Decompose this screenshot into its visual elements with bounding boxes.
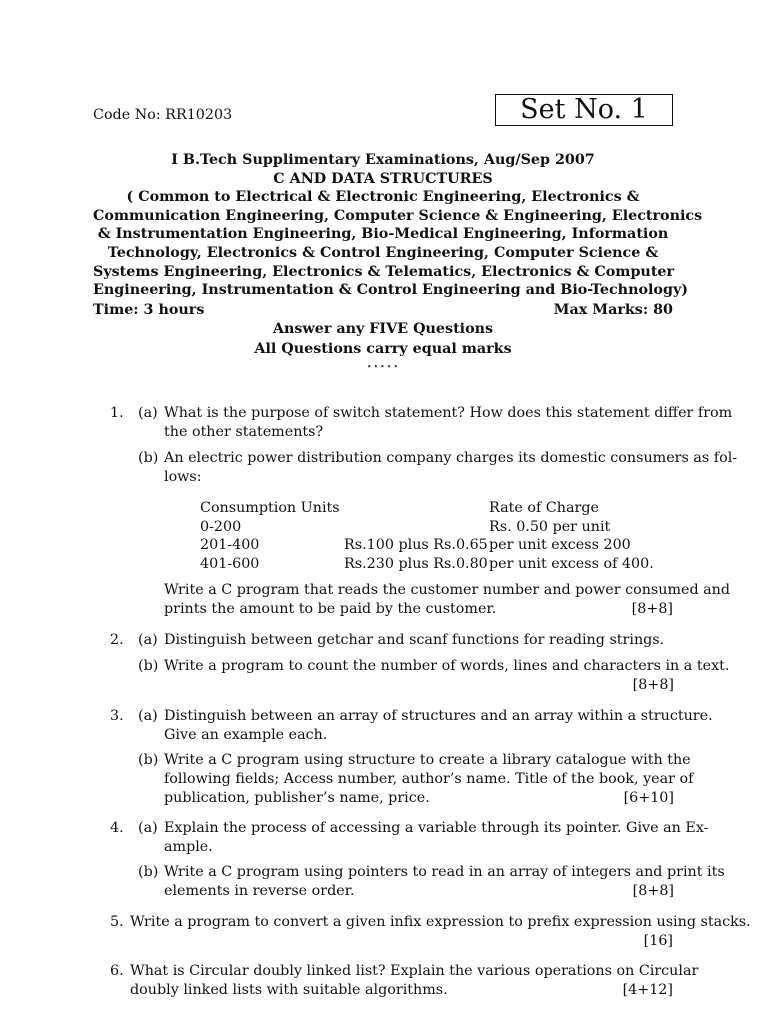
question-number: 5. xyxy=(110,914,124,930)
question-number: 2. xyxy=(110,632,124,648)
text-line-with-marks xyxy=(130,981,673,1000)
table-cell: Rs.230 plus Rs.0.80 xyxy=(344,556,488,572)
part-label: (b) xyxy=(138,864,159,880)
table-cell: Rs. 0.50 per unit xyxy=(489,519,611,535)
text-line-with-marks xyxy=(164,882,674,901)
text-line: elements in reverse order. xyxy=(164,883,355,899)
text-line: What is Circular doubly linked list? Explain the various operations on Circular xyxy=(130,963,699,979)
part-text xyxy=(164,819,709,857)
table-header: Rate of Charge xyxy=(489,500,599,516)
question-number: 4. xyxy=(110,820,124,836)
text-line: publication, publisher’s name, price. xyxy=(164,790,430,806)
question-text xyxy=(130,962,699,1000)
text-line: lows: xyxy=(164,469,202,485)
text-line: the other statements? xyxy=(164,424,324,440)
question-text xyxy=(130,913,751,951)
table-cell: 401-600 xyxy=(200,556,260,572)
branches-line: Systems Engineering, Electronics & Telematics, Electronics & Computer xyxy=(93,263,675,280)
question-number: 3. xyxy=(110,708,124,724)
part-label: (a) xyxy=(138,632,158,648)
branches-line: & Instrumentation Engineering, Bio-Medical Engineering, Information xyxy=(97,226,669,243)
table-cell: 201-400 xyxy=(200,537,260,553)
part-label: (a) xyxy=(138,405,158,421)
table-cell: 0-200 xyxy=(200,519,242,535)
part-text xyxy=(164,863,725,901)
text-line: ample. xyxy=(164,839,213,855)
part-text xyxy=(164,631,674,650)
instruction-line: Answer any FIVE Questions xyxy=(272,321,494,337)
table-header: Consumption Units xyxy=(200,500,340,516)
exam-title-line: I B.Tech Supplimentary Examinations, Aug/Sep 2007 xyxy=(171,152,595,168)
text-line: Distinguish between an array of structures and an array within a structure. xyxy=(164,708,713,724)
exam-title-block xyxy=(93,151,703,300)
part-label: (a) xyxy=(138,708,158,724)
branches-line: ( Common to Electrical & Electronic Engineering, Electronics & xyxy=(126,189,640,206)
max-marks: Max Marks: 80 xyxy=(553,302,673,318)
part-label: (b) xyxy=(138,752,159,768)
question-1b-continued xyxy=(164,581,731,619)
question-number: 1. xyxy=(110,405,124,421)
marks: [4+12] xyxy=(622,982,673,998)
text-line-with-marks xyxy=(164,600,673,619)
text-line: following fields; Access number, author’s name. Title of the book, year of xyxy=(164,771,694,787)
time-marks-row xyxy=(93,301,673,320)
marks: [8+8] xyxy=(632,677,674,693)
stars-divider: ⋆⋆⋆⋆⋆ xyxy=(366,362,400,372)
text-line: Write a C program that reads the customer number and power consumed and xyxy=(164,582,731,598)
text-line: An electric power distribution company charges its domestic consumers as fol- xyxy=(164,450,738,466)
marks: [16] xyxy=(643,933,673,949)
branches-line: Technology, Electronics & Control Engineering, Computer Science & xyxy=(107,244,659,261)
text-line: doubly linked lists with suitable algorithms. xyxy=(130,982,448,998)
branches-line: Communication Engineering, Computer Science & Engineering, Electronics xyxy=(93,207,703,224)
part-text xyxy=(164,404,733,442)
text-line-with-marks xyxy=(164,789,674,808)
part-label: (b) xyxy=(138,658,159,674)
text-line: prints the amount to be paid by the customer. xyxy=(164,601,497,617)
part-text xyxy=(164,751,694,808)
text-line: Write a C program using structure to create a library catalogue with the xyxy=(164,752,691,768)
branches-line: Engineering, Instrumentation & Control Engineering and Bio-Technology) xyxy=(93,282,689,299)
table-cell: per unit excess 200 xyxy=(489,537,631,553)
subject-title: C AND DATA STRUCTURES xyxy=(273,170,493,187)
code-number: Code No: RR10203 xyxy=(93,107,233,123)
header-row xyxy=(93,94,673,128)
text-line: Explain the process of accessing a variable through its pointer. Give an Ex- xyxy=(164,820,709,836)
text-line: Distinguish between getchar and scanf functions for reading strings. xyxy=(164,632,665,648)
marks: [8+8] xyxy=(632,883,674,899)
marks: [8+8] xyxy=(631,601,673,617)
table-cell: per unit excess of 400. xyxy=(489,556,654,572)
question-number: 6. xyxy=(110,963,124,979)
instruction-line: All Questions carry equal marks xyxy=(254,340,512,357)
time-allowed: Time: 3 hours xyxy=(93,302,205,318)
part-label: (a) xyxy=(138,820,158,836)
part-label: (b) xyxy=(138,450,159,466)
set-number-box: Set No. 1 xyxy=(495,94,673,126)
marks: [6+10] xyxy=(623,790,674,806)
part-text xyxy=(164,657,730,695)
instructions xyxy=(93,320,673,375)
part-text xyxy=(164,449,738,487)
text-line: Write a program to count the number of words, lines and characters in a text. xyxy=(164,658,730,674)
text-line: Give an example each. xyxy=(164,727,328,743)
text-line: Write a C program using pointers to read in an array of integers and print its xyxy=(164,864,725,880)
text-line: What is the purpose of switch statement? How does this statement differ from xyxy=(164,405,733,421)
table-cell: Rs.100 plus Rs.0.65 xyxy=(344,537,488,553)
part-text xyxy=(164,707,713,745)
text-line: Write a program to convert a given infix expression to prefix expression using stacks. xyxy=(130,914,751,930)
